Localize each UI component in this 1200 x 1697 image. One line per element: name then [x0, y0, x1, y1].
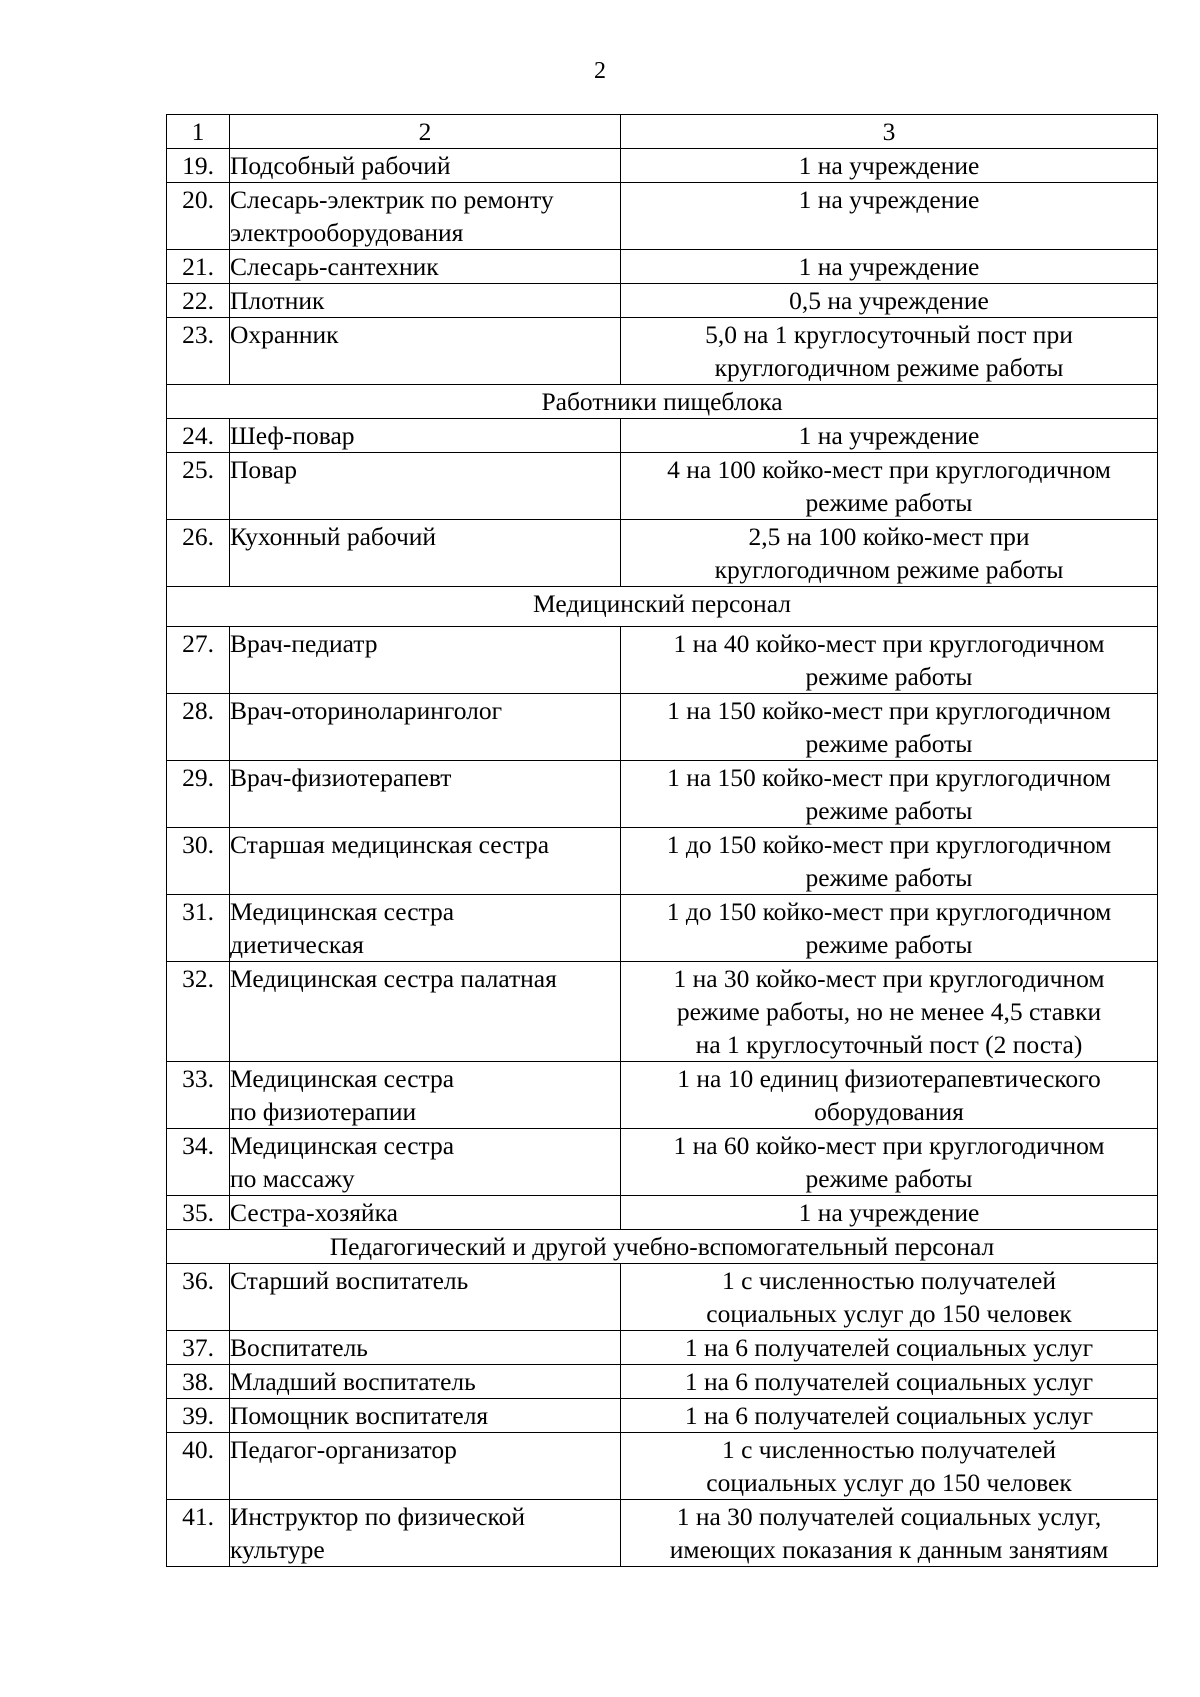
norm-text: режиме работы	[805, 488, 973, 517]
position-text: Старшая медицинская сестра	[230, 830, 550, 859]
table-row	[167, 828, 1158, 895]
position-text: Врач-педиатр	[230, 629, 378, 658]
position-text: Слесарь-сантехник	[230, 252, 439, 281]
table-row	[167, 419, 1158, 453]
norm-text: 1 на учреждение	[798, 1198, 980, 1227]
table-row	[167, 149, 1158, 183]
table-row	[167, 694, 1158, 761]
position-cell	[230, 183, 621, 250]
position-cell	[230, 284, 621, 318]
norm-text: 1 на учреждение	[798, 421, 980, 450]
norm-text: 5,0 на 1 круглосуточный пост при	[705, 320, 1073, 349]
norm-text: социальных услуг до 150 человек	[706, 1299, 1072, 1328]
table-row	[167, 284, 1158, 318]
table-row	[167, 1196, 1158, 1230]
position-text: Сестра-хозяйка	[230, 1198, 398, 1227]
norm-text: режиме работы	[805, 662, 973, 691]
position-text: Шеф-повар	[230, 421, 355, 450]
table-row	[167, 183, 1158, 250]
position-text: Старший воспитатель	[230, 1266, 469, 1295]
norm-text: 1 до 150 койко-мест при круглогодичном	[666, 897, 1112, 926]
norm-text: круглогодичном режиме работы	[714, 353, 1064, 382]
position-cell	[230, 1399, 621, 1433]
norm-text: 0,5 на учреждение	[789, 286, 989, 315]
norm-text: 4 на 100 койко-мест при круглогодичном	[667, 455, 1111, 484]
position-text: Педагог-организатор	[230, 1435, 457, 1464]
row-number: 37.	[167, 1331, 230, 1365]
norm-text: 1 на 6 получателей социальных услуг	[684, 1333, 1094, 1362]
table-header-row	[167, 115, 1158, 149]
position-cell	[230, 1264, 621, 1331]
section-title: Педагогический и другой учебно-вспомогательный персонал	[167, 1230, 1158, 1264]
position-text: Воспитатель	[230, 1333, 368, 1362]
norm-text: 1 на 10 единиц физиотерапевтического	[677, 1064, 1101, 1093]
norm-cell	[621, 1264, 1158, 1331]
row-number: 38.	[167, 1365, 230, 1399]
norm-cell	[621, 419, 1158, 453]
header-cell-number: 1	[167, 115, 230, 149]
table-row	[167, 1500, 1158, 1567]
norm-cell	[621, 318, 1158, 385]
norm-text: 1 на учреждение	[798, 185, 980, 214]
norm-text: 1 до 150 койко-мест при круглогодичном	[666, 830, 1112, 859]
section-row	[167, 587, 1158, 627]
row-number: 30.	[167, 828, 230, 895]
position-cell	[230, 962, 621, 1062]
row-number: 41.	[167, 1500, 230, 1567]
row-number: 19.	[167, 149, 230, 183]
position-cell	[230, 627, 621, 694]
norm-text: режиме работы	[805, 930, 973, 959]
norm-cell	[621, 1365, 1158, 1399]
position-cell	[230, 1433, 621, 1500]
section-row	[167, 385, 1158, 419]
norm-cell	[621, 962, 1158, 1062]
position-text: Охранник	[230, 320, 339, 349]
norm-text: социальных услуг до 150 человек	[706, 1468, 1072, 1497]
position-cell	[230, 520, 621, 587]
norm-cell	[621, 895, 1158, 962]
norm-cell	[621, 284, 1158, 318]
position-cell	[230, 1062, 621, 1129]
table-row	[167, 520, 1158, 587]
norm-text: круглогодичном режиме работы	[714, 555, 1064, 584]
table-row	[167, 1264, 1158, 1331]
staffing-table	[166, 114, 1158, 1567]
table-row	[167, 962, 1158, 1062]
norm-text: имеющих показания к данным занятиям	[669, 1535, 1109, 1564]
row-number: 34.	[167, 1129, 230, 1196]
row-number: 21.	[167, 250, 230, 284]
position-text: Подсобный рабочий	[230, 151, 451, 180]
position-text: Медицинская сестра палатная	[230, 964, 557, 993]
norm-text: 1 на учреждение	[798, 151, 980, 180]
position-text: по массажу	[230, 1164, 355, 1193]
position-text: Слесарь-электрик по ремонту	[230, 185, 554, 214]
row-number: 32.	[167, 962, 230, 1062]
row-number: 25.	[167, 453, 230, 520]
table-row	[167, 1365, 1158, 1399]
position-cell	[230, 318, 621, 385]
norm-cell	[621, 520, 1158, 587]
position-text: Помощник воспитателя	[230, 1401, 489, 1430]
norm-text: 1 на 60 койко-мест при круглогодичном	[673, 1131, 1105, 1160]
position-text: Врач-оториноларинголог	[230, 696, 503, 725]
norm-cell	[621, 250, 1158, 284]
norm-text: 1 с численностью получателей	[721, 1435, 1056, 1464]
row-number: 28.	[167, 694, 230, 761]
position-text: Повар	[230, 455, 297, 484]
row-number: 39.	[167, 1399, 230, 1433]
position-text: Медицинская сестра	[230, 1131, 455, 1160]
position-text: по физиотерапии	[230, 1097, 417, 1126]
norm-text: оборудования	[814, 1097, 964, 1126]
norm-cell	[621, 627, 1158, 694]
norm-text: 1 на 40 койко-мест при круглогодичном	[673, 629, 1105, 658]
row-number: 23.	[167, 318, 230, 385]
table-row	[167, 1399, 1158, 1433]
norm-cell	[621, 1331, 1158, 1365]
position-cell	[230, 1129, 621, 1196]
norm-cell	[621, 1129, 1158, 1196]
norm-cell	[621, 828, 1158, 895]
table-row	[167, 627, 1158, 694]
section-title: Работники пищеблока	[167, 385, 1158, 419]
norm-cell	[621, 694, 1158, 761]
position-cell	[230, 1331, 621, 1365]
row-number: 26.	[167, 520, 230, 587]
norm-text: режиме работы	[805, 1164, 973, 1193]
position-text: Врач-физиотерапевт	[230, 763, 452, 792]
position-text: диетическая	[230, 930, 364, 959]
position-cell	[230, 1500, 621, 1567]
position-text: электрооборудования	[230, 218, 464, 247]
norm-cell	[621, 183, 1158, 250]
position-cell	[230, 895, 621, 962]
position-cell	[230, 761, 621, 828]
section-title: Медицинский персонал	[167, 587, 1158, 627]
section-row	[167, 1230, 1158, 1264]
position-cell	[230, 1196, 621, 1230]
row-number: 31.	[167, 895, 230, 962]
table-row	[167, 318, 1158, 385]
norm-text: на 1 круглосуточный пост (2 поста)	[695, 1030, 1083, 1059]
norm-cell	[621, 453, 1158, 520]
norm-cell	[621, 149, 1158, 183]
position-cell	[230, 1365, 621, 1399]
row-number: 27.	[167, 627, 230, 694]
position-text: Младший воспитатель	[230, 1367, 476, 1396]
norm-text: 1 на 150 койко-мест при круглогодичном	[667, 696, 1111, 725]
row-number: 29.	[167, 761, 230, 828]
header-cell-norm: 3	[621, 115, 1158, 149]
norm-cell	[621, 1500, 1158, 1567]
norm-text: 1 на 6 получателей социальных услуг	[684, 1401, 1094, 1430]
position-cell	[230, 149, 621, 183]
row-number: 35.	[167, 1196, 230, 1230]
position-text: Плотник	[230, 286, 325, 315]
position-cell	[230, 453, 621, 520]
norm-text: 1 на 30 получателей социальных услуг,	[676, 1502, 1102, 1531]
table-row	[167, 761, 1158, 828]
table-row	[167, 250, 1158, 284]
norm-text: режиме работы	[805, 729, 973, 758]
row-number: 40.	[167, 1433, 230, 1500]
norm-text: 1 на 150 койко-мест при круглогодичном	[667, 763, 1111, 792]
norm-cell	[621, 1062, 1158, 1129]
norm-text: режиме работы	[805, 796, 973, 825]
norm-cell	[621, 1433, 1158, 1500]
table-row	[167, 453, 1158, 520]
row-number: 33.	[167, 1062, 230, 1129]
norm-text: 2,5 на 100 койко-мест при	[748, 522, 1030, 551]
row-number: 36.	[167, 1264, 230, 1331]
norm-cell	[621, 1399, 1158, 1433]
position-text: культуре	[230, 1535, 325, 1564]
page-number: 2	[594, 58, 606, 84]
norm-text: 1 на 6 получателей социальных услуг	[684, 1367, 1094, 1396]
table-row	[167, 895, 1158, 962]
norm-text: 1 с численностью получателей	[721, 1266, 1056, 1295]
position-text: Медицинская сестра	[230, 1064, 455, 1093]
position-text: Медицинская сестра	[230, 897, 455, 926]
norm-text: 1 на 30 койко-мест при круглогодичном	[673, 964, 1105, 993]
position-cell	[230, 419, 621, 453]
table-row	[167, 1331, 1158, 1365]
header-cell-position: 2	[230, 115, 621, 149]
position-text: Инструктор по физической	[230, 1502, 525, 1531]
norm-text: 1 на учреждение	[798, 252, 980, 281]
table-row	[167, 1129, 1158, 1196]
position-text: Кухонный рабочий	[230, 522, 437, 551]
table-row	[167, 1433, 1158, 1500]
position-cell	[230, 250, 621, 284]
row-number: 22.	[167, 284, 230, 318]
row-number: 24.	[167, 419, 230, 453]
norm-text: режиме работы	[805, 863, 973, 892]
norm-text: режиме работы, но не менее 4,5 ставки	[676, 997, 1102, 1026]
position-cell	[230, 828, 621, 895]
position-cell	[230, 694, 621, 761]
norm-cell	[621, 1196, 1158, 1230]
row-number: 20.	[167, 183, 230, 250]
table-row	[167, 1062, 1158, 1129]
norm-cell	[621, 761, 1158, 828]
